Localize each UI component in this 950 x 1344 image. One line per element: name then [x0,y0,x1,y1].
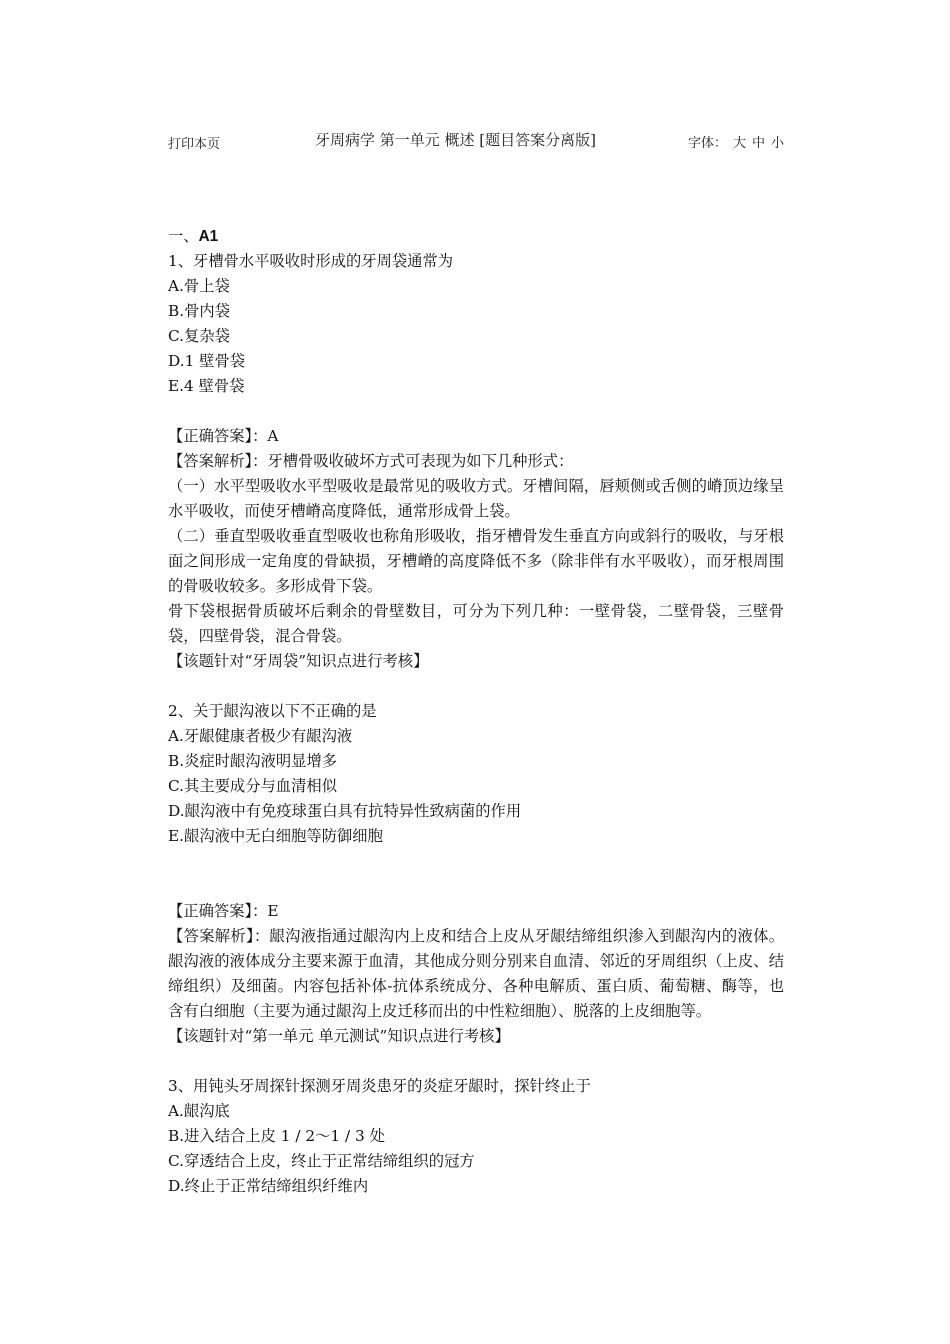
font-medium-link[interactable]: 中 [751,136,765,151]
section-heading [168,224,784,249]
print-page-link[interactable]: 打印本页 [168,137,221,152]
analysis-paragraph: 骨下袋根据骨质破坏后剩余的骨壁数目，可分为下列几种：一壁骨袋，二壁骨袋，三壁骨袋，四壁骨袋，混合骨袋。 [168,602,784,645]
font-large-link[interactable]: 大 [732,136,746,151]
analysis-intro: 【答案解析】：牙槽骨吸收破坏方式可表现为如下几种形式： [168,452,574,470]
question-stem: 2、关于龈沟液以下不正确的是 [168,702,377,720]
question-stem: 3、用钝头牙周探针探测牙周炎患牙的炎症牙龈时，探针终止于 [168,1077,591,1095]
option-e: E.4 壁骨袋 [168,377,245,395]
option-a: A.骨上袋 [168,277,230,295]
question-3 [168,1074,784,1199]
question-stem: 1、牙槽骨水平吸收时形成的牙周袋通常为 [168,252,454,270]
section-name: A1 [198,228,219,245]
correct-answer: 【正确答案】：A [168,427,279,445]
option-c: C.其主要成分与血清相似 [168,777,337,795]
question-1 [168,249,784,674]
analysis-paragraph: （一）水平型吸收水平型吸收是最常见的吸收方式。牙槽间隔，唇颊侧或舌侧的嵴顶边缘呈水平吸收，而使牙槽嵴高度降低，通常形成骨上袋。 [168,477,784,520]
font-size-label: 字体： [687,136,727,151]
option-a: A.牙龈健康者极少有龈沟液 [168,727,353,745]
page-header [168,129,784,153]
option-b: B.骨内袋 [168,302,230,320]
option-b: B.进入结合上皮 1 / 2～1 / 3 处 [168,1127,385,1145]
knowledge-point: 【该题针对“牙周袋”知识点进行考核】 [168,652,429,670]
document-body [168,224,784,1199]
option-e: E.龈沟液中无白细胞等防御细胞 [168,827,383,845]
option-d: D.龈沟液中有免疫球蛋白具有抗特异性致病菌的作用 [168,802,522,820]
knowledge-point: 【该题针对“第一单元 单元测试”知识点进行考核】 [168,1027,510,1045]
font-small-link[interactable]: 小 [770,136,784,151]
option-b: B.炎症时龈沟液明显增多 [168,752,338,770]
analysis-paragraph: （二）垂直型吸收垂直型吸收也称角形吸收，指牙槽骨发生垂直方向或斜行的吸收，与牙根面之间形成一定角度的骨缺损，牙槽嵴的高度降低不多（除非伴有水平吸收），而牙根周围的骨吸收较多。多形成骨下袋。 [168,527,784,595]
option-c: C.复杂袋 [168,327,230,345]
option-d: D.终止于正常结缔组织纤维内 [168,1177,369,1195]
page-title: 牙周病学 第一单元 概述 [题目答案分离版] [315,131,597,149]
option-a: A.龈沟底 [168,1102,230,1120]
option-c: C.穿透结合上皮，终止于正常结缔组织的冠方 [168,1152,475,1170]
section-prefix: 一、 [168,227,199,245]
option-d: D.1 壁骨袋 [168,352,246,370]
analysis-paragraph: 【答案解析】：龈沟液指通过龈沟内上皮和结合上皮从牙龈结缔组织渗入到龈沟内的液体。龈沟液的液体成分主要来源于血清，其他成分则分别来自血清、邻近的牙周组织（上皮、结缔组织）及细菌。内容包括补体-抗体系统成分、各种电解质、蛋白质、葡萄糖、酶等，也含有白细胞（主要为通过龈沟上皮迁移而出的中性粒细胞）、脱落的上皮细胞等。 [168,927,784,1020]
correct-answer: 【正确答案】：E [168,902,279,920]
question-2 [168,699,784,1049]
font-size-selector [688,132,784,151]
